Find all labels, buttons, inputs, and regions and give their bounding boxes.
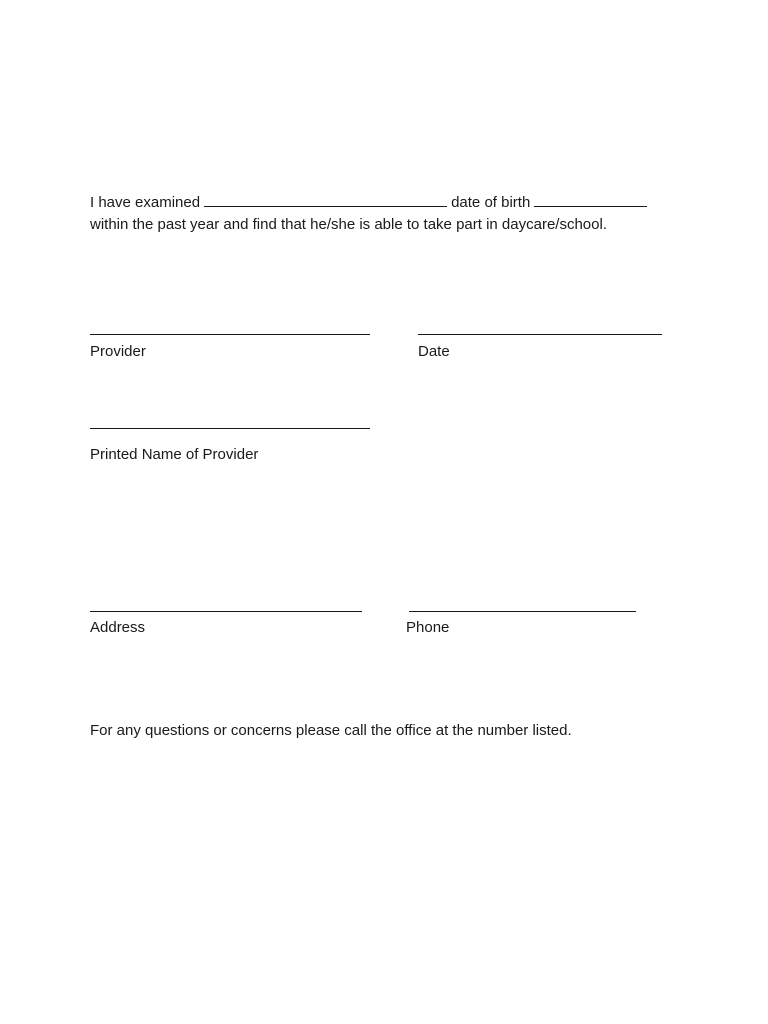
- footer-note: For any questions or concerns please call the office at the number listed.: [90, 722, 572, 739]
- provider-label: Provider: [90, 343, 146, 360]
- statement-dob-label: date of birth: [451, 194, 531, 211]
- statement-line-2: within the past year and find that he/she is able to take part in daycare/school.: [90, 216, 607, 233]
- printed-name-label: Printed Name of Provider: [90, 446, 259, 463]
- phone-label: Phone: [406, 619, 450, 636]
- printed-name-line: [90, 428, 370, 429]
- address-line: [90, 611, 362, 612]
- date-label: Date: [418, 343, 450, 360]
- date-of-birth-blank: [534, 192, 647, 207]
- statement-prefix: I have examined: [90, 194, 201, 211]
- date-line: [418, 334, 662, 335]
- patient-name-blank: [204, 192, 447, 207]
- statement-line-1: [90, 192, 651, 213]
- phone-line: [409, 611, 636, 612]
- provider-signature-line: [90, 334, 370, 335]
- address-label: Address: [90, 619, 146, 636]
